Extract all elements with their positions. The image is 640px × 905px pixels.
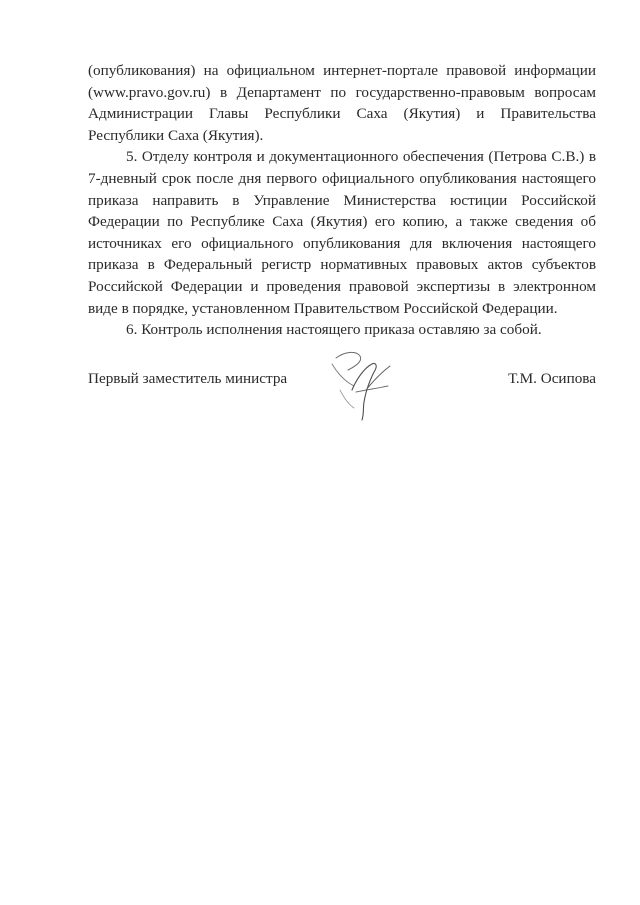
- paragraph-item-5: 5. Отделу контроля и документационного обеспечения (Петрова С.В.) в 7-дневный срок после дня первого официального опубликования настоящего приказа направить в Управление Министерства юстиции Российской Федерации по Республике Саха (Якутия) его копию, а также сведения об источниках его официального опубликования для включения настоящего приказа в Федеральный регистр нормативных правовых актов субъектов Российской Федерации и проведения правовой экспертизы в электронном виде в порядке, установленном Правительством Российской Федерации.: [88, 148, 596, 317]
- handwritten-signature-icon: [326, 350, 406, 422]
- signatory-name: Т.М. Осипова: [508, 370, 596, 387]
- signatory-position: Первый заместитель министра: [88, 370, 288, 387]
- paragraph-publication: (опубликования) на официальном интернет-портале правовой информации (www.pravo.gov.ru) в Департамент по государственно-правовым вопросам Администрации Главы Республики Саха (Якутия) и Правительства Республики Саха (Якутия).: [88, 62, 596, 144]
- document-body: [88, 60, 596, 341]
- signature-block: [88, 364, 596, 424]
- paragraph-item-6: 6. Контроль исполнения настоящего приказа оставляю за собой.: [126, 321, 542, 339]
